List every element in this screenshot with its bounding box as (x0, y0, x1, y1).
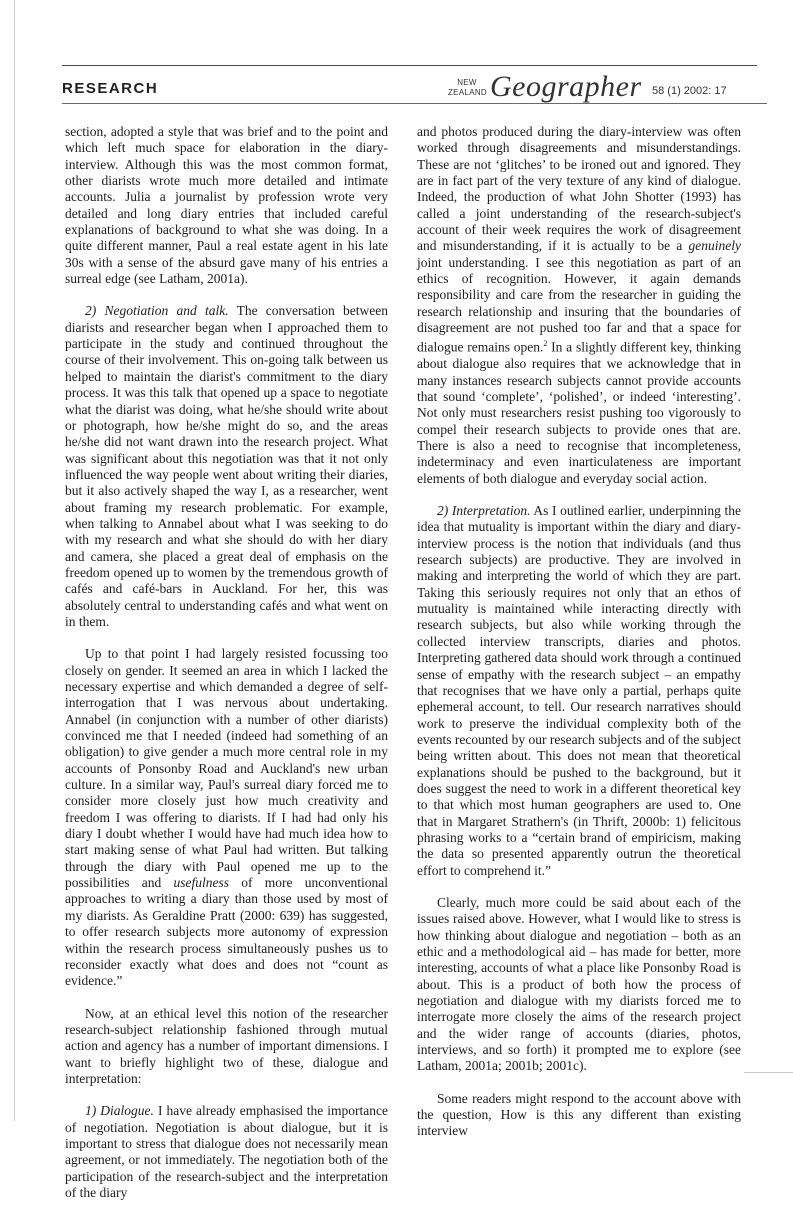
paragraph (65, 1006, 388, 1088)
paragraph (65, 1103, 388, 1201)
paragraph-text: In a slightly different key, thinking about dialogue also requires that we acknowledge that in many instances research subjects cannot provide accounts that sound ‘complete’, ‘polished’, or indeed ‘interesting’. Not only must researchers resist pushing too vigorously to compel their research subjects to provide ones that are. There is also a need to recognise that incompleteness, indeterminacy and even inarticulateness are important elements of both dialogue and everyday social action. (417, 339, 741, 486)
issue-info: 58 (1) 2002: 17 (652, 85, 727, 97)
masthead-title: Geographer (490, 70, 642, 103)
paragraph-text: Clearly, much more could be said about each of the issues raised above. However, what I would like to stress is how thinking about dialogue and negotiation – both as an ethic and a methodological aid – has made for better, more interesting, accounts of what a place like Ponsonby Road is about. This is a product of both how the process of negotiation and dialogue with my diarists forced me to interrogate more closely the aims of the research project and the wider range of accounts (diaries, photos, interviews, and so forth) it prompted me to explore (see Latham, 2001a; 2001b; 2001c). (417, 894, 741, 1074)
paragraph (65, 303, 388, 630)
paragraph-lead: 1) Dialogue. (85, 1103, 154, 1119)
masthead-new: NEW (457, 78, 477, 87)
paragraph-text: Up to that point I had largely resisted focussing too closely on gender. It seemed an area in which I lacked the necessary expertise and which demanded a degree of self-interrogation that I was nervous about undertaking. Annabel (in conjunction with a number of other diarists) convinced me that I needed (indeed had something of an obligation) to give gender a much more central role in my accounts of Ponsonby Road and Auckland's new urban culture. In a similar way, Paul's surreal diary forced me to consider more closely just how much creativity and freedom I was offering to diarists. If I had had only his diary I doubt whether I would have had much idea how to start making sense of what Paul had written. But talking through the diary with Paul opened me up to the possibilities and (65, 646, 388, 891)
paragraph (417, 124, 741, 487)
paragraph-text: joint understanding. I see this negotiation as part of an ethics of recognition. However, it again demands responsibility and care from the researcher in guiding the research relationship and insuring that the boundaries of disagreement are not pushed too far and that a space for dialogue remains open. (417, 254, 741, 355)
paragraph-text: I have already emphasised the importance of negotiation. Negotiation is about dialogue, but it is important to stress that dialogue does not necessarily mean agreement, or not immediately. The negotiation both of the participation of the research-subject and the interpretation of the diary (65, 1103, 388, 1200)
left-column (65, 124, 388, 1217)
paragraph-text: Now, at an ethical level this notion of the researcher research-subject relationship fashioned through mutual action and agency has a number of important dimensions. I want to briefly highlight two of these, dialogue and interpretation: (65, 1005, 388, 1086)
paragraph (417, 503, 741, 879)
paragraph-emphasis: usefulness (173, 875, 230, 891)
section-label: RESEARCH (62, 80, 159, 97)
paragraph (417, 1091, 741, 1140)
journal-masthead (448, 70, 778, 102)
paragraph-lead: 2) Interpretation. (437, 503, 531, 519)
paragraph-text: section, adopted a style that was brief and to the point and which left much space for elaboration in the diary-interview. Although this was the most common format, other diarists wrote much more detailed and intimate accounts. Julia a journalist by profession wrote very detailed and long diary entries that included careful explanations of background to what she was doing. In a quite different manner, Paul a real estate agent in his late 30s with a sense of the absurd gave many of his entries a surreal edge (see Latham, 2001a). (65, 124, 388, 287)
right-column (417, 124, 741, 1156)
binding-line (14, 0, 15, 1121)
paragraph-text: The conversation between diarists and researcher began when I approached them to participate in the study and continued throughout the course of their involvement. This on-going talk between us helped to maintain the diarist's commitment to the diary process. It was this talk that opened up a space to negotiate what the diarist was doing, what he/she should write about or photograph, how he/she might do so, and the areas he/she did not want drawn into the research project. What was significant about this negotiation was that it not only influenced the way people went about writing their diaries, but it also actively shaped the way I, as a researcher, went about framing my research problematic. For example, when talking to Annabel about what I was seeking to do with my research and what she should do with her diary and camera, she placed a great deal of emphasis on the freedom opened up to women by the tremendous growth of cafés and café-bars in Auckland. For her, this was absolutely central to understanding cafés and what went on in them. (65, 303, 388, 629)
header-top-rule (62, 65, 757, 66)
paragraph-text: As I outlined earlier, underpinning the idea that mutuality is important within the diary and diary-interview process is the notion that individuals (and thus research subjects) are productive. They are involved in making and interpreting the world of which they are part. Taking this seriously requires not only that an ethos of mutuality is maintained while interacting directly with research subjects, but also while working through the collected interview transcripts, diaries and photos. Interpreting gathered data should work through a continued sense of empathy with the research subject – an empathy that recognises that we have only a partial, perhaps quite ephemeral account, to tell. Our research narratives should work to preserve the individual complexity both of the events recounted by our research subjects and of the subject being written about. This does not mean that theoretical explanations should be pushed to the background, but it does suggest the need to work in a different theoretical key to that which most human geographers are used to. One that in Margaret Strathern's (in Thrift, 2000b: 1) felicitous phrasing works to a “certain brand of empiricism, making the data so presented apparently outrun the theoretical effort to comprehend it.” (417, 503, 741, 878)
paragraph (65, 124, 388, 287)
paragraph-lead: 2) Negotiation and talk. (85, 303, 229, 319)
paragraph-emphasis: genuinely (688, 238, 741, 254)
footnote-marker: 2 (543, 339, 548, 349)
paragraph-text: of more unconventional approaches to writing a diary than those used by most of my diarists. As Geraldine Pratt (2000: 639) has suggested, to offer research subjects more autonomy of expression within the research process simultaneously pushes us to reconsider exactly what does and does not “count as evidence.” (65, 875, 388, 989)
page-edge-mark (744, 1072, 793, 1073)
header-bottom-rule (62, 103, 767, 104)
paragraph (65, 646, 388, 989)
paragraph (417, 895, 741, 1075)
masthead-zealand: ZEALAND (448, 88, 487, 97)
paragraph-text: Some readers might respond to the account above with the question, How is this any different than existing interview (417, 1090, 741, 1139)
paragraph-text: and photos produced during the diary-interview was often worked through disagreements and misunderstandings. These are not ‘glitches’ to be ironed out and ignored. They are in fact part of the very texture of any kind of dialogue. Indeed, the production of what John Shotter (1993) has called a joint understanding of the research-subject's account of their week requires the work of disagreement and misunderstanding, if it is actually to be a (417, 124, 741, 254)
